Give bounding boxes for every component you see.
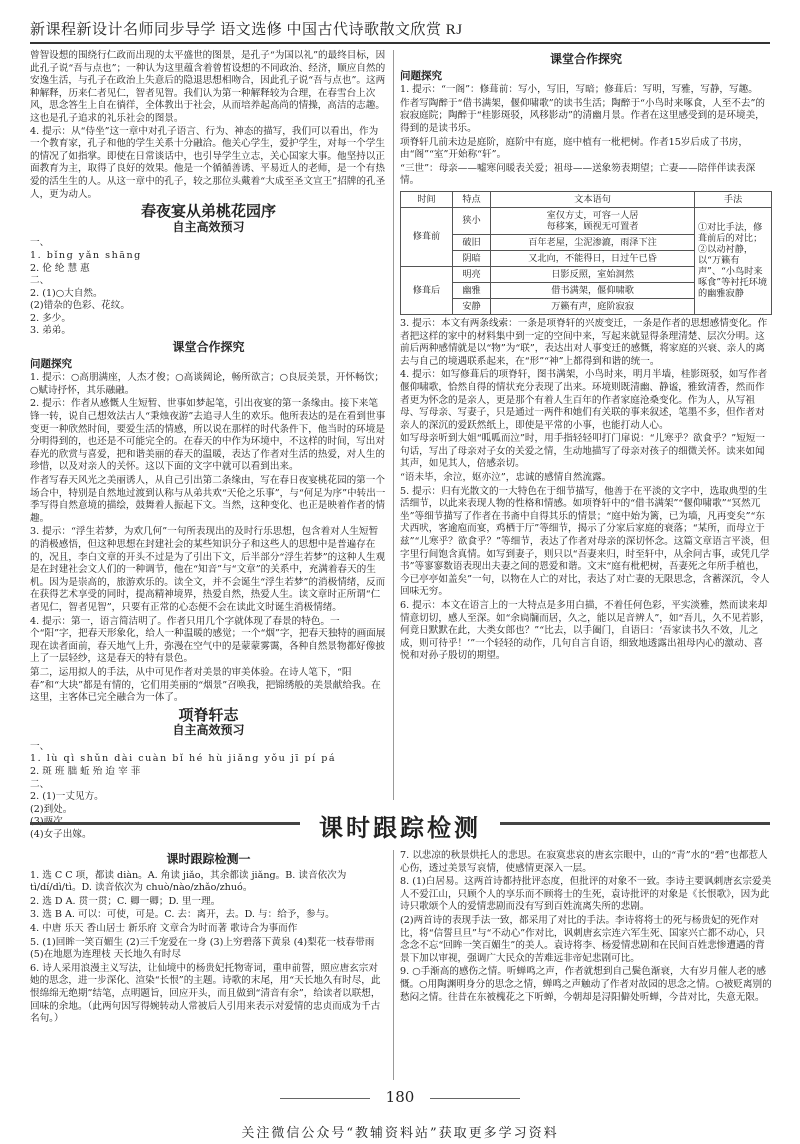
answer-item: 3. 选 B A. 可以：可使，可是。C. 去：离开，去。D. 与：给予，参与。 xyxy=(30,909,335,921)
subsection-title: 自主高效预习 xyxy=(172,219,245,234)
answer-line: 2. (1)○大自然。 xyxy=(30,287,103,299)
section-band xyxy=(30,808,770,842)
column-divider-top xyxy=(393,50,394,800)
table-cell: 室仅方丈，可容一人居 每移案，顾视无可置者 xyxy=(491,207,695,234)
answer-line: (2)错杂的色彩、花纹。 xyxy=(30,300,130,312)
answer-line: 2. 斑 班 朏 蚯 殆 迨 宰 菲 xyxy=(30,766,141,778)
answer-item: 6. 提示：本文在语言上的一大特点是多用白描，不着任何色彩，平实淡雅，然而读来却情意切切，感人至深。如“余扃牖而居，久之，能以足音辨人”，如“吾儿，久不见若影，何竟日默默在此，大类女郎也？”“比去，以手阖门，自语曰：‘吾家读书久不效，儿之成，则可待乎！’”一个轻轻的动作，几句自言自语，细致地透露出祖母内心的激动、喜悦和对孙子殷切的期望。 xyxy=(400,600,770,662)
answer-item: 9. ○手渐高的感伤之情。听蝉鸣之声，作者就想到自己鬓色渐衰，大有岁月催人老的感慨。○用陶渊明身分的思念之情，蝉鸣之声触动了作者对故园的思念之情。○被贬离别的愁闷之情。往昔在东被槐花之下听蝉，今朝却是浔阳僻处听蝉，今昔对比，失意无限。 xyxy=(400,966,772,1003)
column-divider-bottom xyxy=(393,850,394,1080)
section-title: 项脊轩志 xyxy=(178,705,239,724)
answer-item: 项脊轩几前未边是庭阶，庭阶中有庭，庭中植有一枇杷树。作者15岁后成了书房，由“阁”“室”开始称“轩”。 xyxy=(400,136,748,161)
answer-item: 第二，运用拟人的手法，从中可见作者对美景的审美体验。在诗人笔下，“阳春”和“大块”都是有情的，它们用美丽的“烟景”召唤我，把锦绣般的美景献给我。在这里，主客体已完全融合为一体了。 xyxy=(30,666,381,704)
table-cell: ①对比手法，修葺前后的对比；②以动衬静，以“万籁有声”、“小鸟时来啄食”等衬托环境的幽雅寂静 xyxy=(695,207,772,314)
question-heading: 问题探究 xyxy=(400,69,442,82)
answer-line: 2. 多少。 xyxy=(30,312,71,324)
footer-note: 关注微信公众号“教辅资料站”获取更多学习资料 xyxy=(241,1126,559,1141)
answer-item: 3. 提示：“浮生若梦，为欢几何”一句所表现出的及时行乐思想，包含着对人生短暂的消极感悟，但这种思想在封建社会的某些知识分子和这些人的思想中是普遍存在的，况且，李白文章的开头不过是为了引出下文，后半部分“浮生若梦”的这种人生观是在封建社会文人们的一种调节，他在“知音”与“文章”的关系中，充满着春天的生机。因为是崇高的，旅游欢乐的。读全文，并不会诞生“浮生若梦”的消极情绪，反而在获得艺术享受的同时，提高精神境界，热爱自然，热爱人生。读文章时正所谓“仁者见仁，智者见智”，只要有正常的心态便不会在读此文时诞生消极情绪。 xyxy=(30,526,386,613)
answer-item: 1. 选 C C 项，都读 diàn。A. 角读 jiǎo，其余都读 jiǎng。B. 读音依次为 tì/dí/dì/tì。D. 读音依次为 chuò/nào/zhǎo/zhuó。 xyxy=(30,869,347,894)
answer-line: (4)女子出嫁。 xyxy=(30,829,92,841)
answer-item: 2. 提示：作者从感慨人生短暂、世事如梦起笔，引出夜宴的第一条缘由。接下来笔锋一转，说自己想效法古人“秉烛夜游”去追寻人生的欢乐。他所表达的是在看到世事变更一种欣然时间，要爱生活的情感，所以说在那样的时代条件下，他当时的环境是分明得到的，也还是不可能完全的。在春天的中作为环境中，不这样的时间，写出对春光的欣赏与喜爱，把和谐美丽的春天的温暖，表达了作者对生活的热爱，对人生的珍惜，以及对亲人的关怀。这以下面的文字中就可以看到出来。 xyxy=(30,398,386,473)
answer-line: (2)到处。 xyxy=(30,803,73,815)
answer-item: 1. 提示：○高朋满座，人杰才俊；○高谈阔论，畅所欲言；○良辰美景，开怀畅饮；○赋诗抒怀，其乐融融。 xyxy=(30,372,384,396)
answer-item: 4. 提示：从“侍坐”这一章中对孔子语言、行为、神态的描写，我们可以看出，作为一个教育家，孔子和他的学生关系十分融洽。他关心学生，爱护学生，对每一个学生的情况了如指掌。即使在日常谈话中，也引导学生立志，关心国家大事。他坚持以正面教育为主，取得了良好的效果。他是一个循循善诱、平易近人的老师，是一个有热爱的活生生的人。从这一章中的孔子，较之那位头戴着“大成至圣文宣王”招牌的孔圣人，更为动人。 xyxy=(30,125,386,200)
right-column xyxy=(400,50,772,664)
table-cell: 修葺前 xyxy=(401,207,453,266)
table-cell: 明亮 xyxy=(452,266,490,282)
answer-line: 二、 xyxy=(30,778,50,790)
answer-item: 5. 提示：归有光散文的一大特色在于细节描写，他善于在平淡的文字中，选取典型的生活细节，以此来表现人物的性格和情感。如项脊轩中的“借书满架”“偃仰啸歌”“冥然兀坐”等细节描写了作者在书斋中自得其乐的情景；“庭中始为篱，已为墙，凡再变矣”“东犬西吠，客逾庖而宴，鸡栖于厅”等细节，揭示了分家后家庭的衰落；“某所，而母立于兹”“儿寒乎？欲食乎？”等细节，表达了作者对母亲的深切怀念。这篇文章语言平淡，但字里行间饱含真情。如写到妻子，则只以“吾妻来归，时至轩中，从余问古事，或凭几学书”等寥寥数语表现出夫妻之间的恩爱和谐。文末“庭有枇杷树，吾妻死之年所手植也，今已亭亭如盖矣”一句，以物在人亡的对比，表达了对亡妻的无限思念，含蓄深沉，令人回味无穷。 xyxy=(400,485,770,598)
answer-line: 2. (1)一丈见方。 xyxy=(30,791,104,803)
answer-item: 作者写春天风光之美丽诱人，从自己引出第二条缘由，写在春日夜宴桃花园的第一个场合中，特别是自然地过渡到认称与从弟共欢“天伦之乐事”，与“何足为序”中转出一季写得自然意境的描绘，鼓舞着人振起下文。当然，这种变化、也正是映着作者的情趣。 xyxy=(30,475,386,524)
answer-item: 2. 选 D A. 贯一贯；C. 卿一卿；D. 里一理。 xyxy=(30,895,221,907)
answer-item: 7. 以悲凉的秋景烘托人的悲思。在寂寞悲哀的唐玄宗眼中，山的“青”水的“碧”也都惹人心伤，透过美景写哀情，使感情更深入一层。 xyxy=(400,850,768,874)
answer-item: 1. 提示：“一阁”：修葺前：写小，写旧，写暗；修葺后：写明，写雅，写静，写趣。 xyxy=(400,84,758,96)
comparison-table xyxy=(400,191,772,315)
table-header-cell: 手法 xyxy=(695,191,772,207)
answer-item: 4. 中唐 乐天 香山居士 新乐府 文章合为时而著 歌诗合为事而作 xyxy=(30,922,298,934)
answer-item: 5. (1)回眸一笑百媚生 (2)三千宠爱在一身 (3)上穷碧落下黄泉 (4)梨花一枝春带雨 (5)在地愿为连理枝 天长地久有时尽 xyxy=(30,936,375,961)
subsection-title: 自主高效预习 xyxy=(172,723,245,738)
answer-line: 2. 伦 纶 慧 惠 xyxy=(30,262,90,274)
answer-item: 作者写陶醉于“借书满架，偃仰啸歌”的读书生活；陶醉于“小鸟时来啄食，人至不去”的寂寂庭院；陶醉于“桂影斑驳，风移影动”的清幽月景。作者在这里感受到的是环境美，得到的是读书乐。 xyxy=(400,97,765,134)
answer-item: 6. 诗人采用浪漫主义写法，让仙境中的杨贵妃托物寄词，重申前誓，照应唐玄宗对她的思念，进一步深化、渲染“长恨”的主题。诗歌的末尾，用“天长地久有时尽，此恨绵绵无绝期”结笔，点明题旨，回应开头，而且做到“清音有余”，给读者以联想，回味的余地。（此两句因写得婉转动人常被后人引用来表示对爱情的忠贞而成为千古名句。） xyxy=(30,962,381,1025)
table-cell: 又北向，不能得日，日过午已昏 xyxy=(491,250,695,266)
table-cell: 破旧 xyxy=(452,234,490,250)
question-heading: 问题探究 xyxy=(30,357,72,370)
table-cell: 狭小 xyxy=(452,207,490,234)
answer-line: 3. 弟弟。 xyxy=(30,325,71,337)
answer-line: 一、 xyxy=(30,237,50,249)
table-cell: 百年老屋，尘泥渗漉，雨泽下注 xyxy=(491,234,695,250)
table-cell: 修葺后 xyxy=(401,266,453,314)
band-rule-right xyxy=(500,822,770,825)
answer-item: 如写母亲听到大姐“呱呱而泣”时，用手指轻轻叩打门扉说：“儿寒乎？欲食乎？”短短一句话，写出了母亲对子女的关爱之情，生动地描写了母亲对孩子的细微关怀。读来如闻其声，如见其人，倍感亲切。 xyxy=(400,433,765,470)
answer-item: (2)两首诗的表现手法一致，都采用了对比的手法。李诗将将士的死与杨贵妃的死作对比，将“信誓旦旦”与“不动心”作对比，讽刺唐玄宗连六军生死、国家兴亡都不动心，只念念不忘“回眸一笑百媚生”的美人。袁诗将李、杨爱情悲剧和在民间百姓悲惨遭遇的背景下加以审视，强调广大民众的苦难远非帝妃悲剧可比。 xyxy=(400,914,765,964)
bottom-left-column xyxy=(30,850,387,1027)
table-row xyxy=(401,207,772,234)
answer-item: 4. 提示：如写修葺后的项脊轩，图书满架，小鸟时来，明月半墙，桂影斑驳，如写作者偃仰啸歌，恰然自得的情状充分表现了出来。环境则既清幽、静谧，雅致清香，然而作者更为怀念的是亲人，更是那个有着人生百年的作者家庭沧桑变化。作为人，从写祖母、写母亲、写妻子，只是通过一两件和她们有关联的事来叙述，笔墨不多，但作者对亲人的深沉的爱跃然纸上，即使是平常的小事，也能打动人心。 xyxy=(400,369,768,431)
table-cell: 幽雅 xyxy=(452,282,490,298)
table-header-row xyxy=(401,191,772,207)
left-column xyxy=(30,50,387,842)
answer-item: “语未毕，余泣，妪亦泣”，忠诚的感情自然流露。 xyxy=(400,472,612,484)
table-cell: 安静 xyxy=(452,298,490,314)
answer-line: 二、 xyxy=(30,275,50,287)
table-header-cell: 文本语句 xyxy=(491,191,695,207)
table-cell: 万籁有声，庭阶寂寂 xyxy=(491,298,695,314)
answer-item: 8. (1)白居易。这两首诗都持批评态度，但批评的对象不一致。李诗主要讽刺唐玄宗爱美人不爱江山，只顾个人的享乐而不顾将士的生死，袁诗批评的对象是《长恨歌》，因为此诗只歌颂个人的爱情悲剧而没有写到百姓流离失所的悲剧。 xyxy=(400,876,772,913)
answer-item: “三世”：母亲——嘘寒问暖表关爱；祖母——送象笏表期望；亡妻——陪伴伴读表深情。 xyxy=(400,162,756,187)
table-header-cell: 特点 xyxy=(452,191,490,207)
answer-item: 3. 提示：本文有两条线索：一条是项脊轩的兴废变迁，一条是作者的思想感情变化。作者把这样的家中的材料集中到一定的空间中来，写起来就显得条理清楚、层次分明。这前后两种感情就是以“物”为“联”，表达出对人事变迁的感慨，将家庭的兴衰、亲人的离去与自己的境遇联系起来，在“形”“神”上都得到和谐的统一。 xyxy=(400,317,768,367)
pinyin-line: 1. lù qì shǔn dài cuàn bǐ hé hù jiǎng yǒu jī pí pá xyxy=(30,753,337,765)
table-cell: 阴暗 xyxy=(452,250,490,266)
table-cell: 借书满架，偃仰啸歌 xyxy=(491,282,695,298)
pinyin-line: 1. bǐng yǎn shāng xyxy=(30,249,142,261)
section-title: 春夜宴从弟桃花园序 xyxy=(140,202,276,221)
footer-rule-right xyxy=(430,1098,520,1099)
answer-line: 一、 xyxy=(30,740,50,752)
paragraph: 曾智设想的围绕行仁政而出现的太平盛世的图景，是孔子“为国以礼”的最终目标，因此孔子说“吾与点也”；一种认为这里蕴含着曾皙设想的不同政治、经济，顺应自然的安逸生活，与孔子在政治上失意后的隐退思想相吻合，因此孔子说“吾与点也”。这两种解释，历来仁者见仁，智者见智。我们认为第一种解释较为合理，在春雪台上次风，思念答生上自在徜徉，全体教出于社会，从而培养起高尚的情操，高洁的志趣。这也是孔子追求的礼乐社会的图景。 xyxy=(30,50,386,124)
header-rule xyxy=(30,42,770,44)
bottom-right-column xyxy=(400,850,772,1005)
page-header: 新课程新设计名师同步导学 语文选修 中国古代诗歌散文欣赏 RJ xyxy=(30,22,463,38)
subsection-title: 课堂合作探究 xyxy=(549,52,622,66)
table-header-cell: 时间 xyxy=(401,191,453,207)
subsection-title: 课时跟踪检测一 xyxy=(166,852,251,866)
answer-item: 4. 提示：第一，语言简洁明了。作者只用几个字就体现了春景的特色。一个“阳”字，把春天形象化，给人一种温暖的感觉；一个“烟”字，把春天独特的画面展现在读者面前，春天地气上升，弥漫在空气中的是蒙蒙雾霭，各种自然景物都好像披上了一层轻纱，这是春天的特有景色。 xyxy=(30,615,386,665)
subsection-title: 课堂合作探究 xyxy=(172,340,245,355)
table-cell: 日影反照，室始洞然 xyxy=(491,266,695,282)
band-title: 课时跟踪检测 xyxy=(319,814,481,842)
page-number: 180 xyxy=(385,1088,415,1106)
